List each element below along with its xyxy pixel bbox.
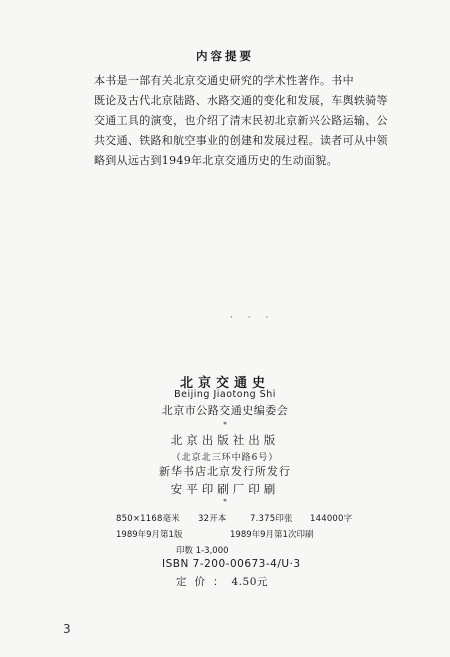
spec-sheets: 7.375印张 bbox=[250, 514, 293, 524]
book-specs bbox=[116, 512, 352, 524]
price-value: 4.50元 bbox=[231, 576, 268, 588]
distributor: 新华书店北京发行所发行 bbox=[159, 465, 291, 478]
page-mark: 3 bbox=[63, 622, 71, 636]
book-title: 北京交通史 bbox=[179, 376, 270, 391]
spec-format: 850×1168毫米 bbox=[116, 514, 180, 524]
summary-line: 本书是一部有关北京交通史研究的学术性著作。书中 bbox=[94, 74, 354, 87]
summary-heading: 内容提要 bbox=[196, 49, 254, 63]
book-title-pinyin: Beijing Jiaotong Shi bbox=[174, 389, 276, 400]
summary-text bbox=[94, 71, 388, 171]
star-divider: * bbox=[223, 421, 227, 429]
edition-info bbox=[116, 528, 313, 540]
spec-folio: 32开本 bbox=[198, 514, 227, 524]
print-run: 印数 1-3,000 bbox=[176, 546, 229, 556]
star-divider: * bbox=[223, 498, 227, 506]
summary-line: 交通工具的演变，也介绍了清末民初北京新兴公路运输、公 bbox=[94, 114, 388, 127]
separator-dots: · · · bbox=[230, 313, 275, 323]
price-label: 定价： bbox=[176, 576, 232, 588]
author: 北京市公路交通史编委会 bbox=[161, 404, 289, 417]
spec-words: 144000字 bbox=[310, 514, 353, 524]
publisher-address: （北京北三环中路6号） bbox=[171, 453, 279, 463]
price bbox=[176, 574, 268, 589]
summary-line: 略到从远古到1949年北京交通历史的生动面貌。 bbox=[94, 154, 338, 167]
publisher: 北京出版社出版 bbox=[170, 433, 280, 447]
printing: 1989年9月第1次印刷 bbox=[230, 530, 314, 540]
edition: 1989年9月第1版 bbox=[116, 530, 183, 540]
isbn: ISBN 7-200-00673-4/U·3 bbox=[162, 558, 301, 570]
summary-line: 既论及古代北京陆路、水路交通的变化和发展，车舆轶骑等 bbox=[94, 94, 388, 107]
summary-line: 共交通、铁路和航空事业的创建和发展过程。读者可从中领 bbox=[94, 134, 388, 147]
printer: 安平印刷厂印刷 bbox=[170, 482, 280, 496]
